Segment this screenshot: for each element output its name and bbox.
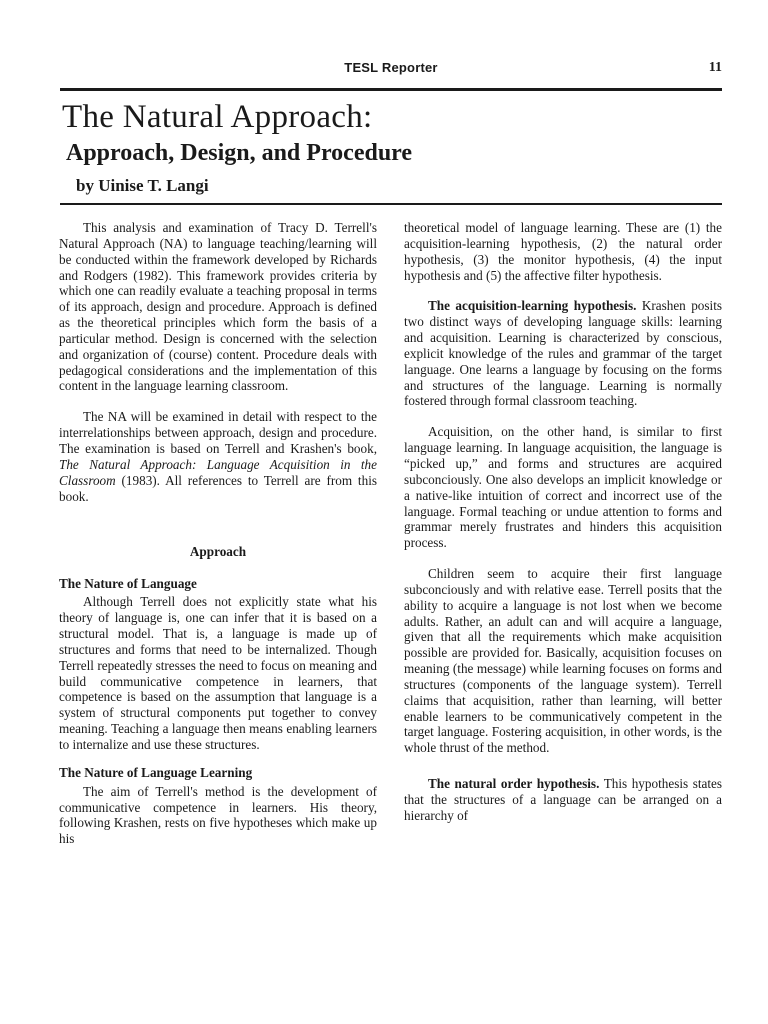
section-heading-approach: Approach (189, 544, 247, 560)
paragraph: Acquisition, on the other hand, is similar to first language learning. In language acquisition, the language is “picked up,” and forms and structures are acquired subconciously. One also develops an implicit knowledge or a native-like intuition of correct and incorrect use of the language. Formal teaching or undue attention to forms and grammar merely frustrates and hinders this acquisition process. (404, 424, 722, 551)
paragraph: Children seem to acquire their first language subconciously and with relative ease. Terrell posits that the ability to acquire a language is not lost when we become adults. Rather, an adult can and will acquire a language, given that all the requirements which make acquisition possible are provided for. Basically, acquisition focuses on meaning (the message) while learning focuses on forms and structures (components of the language system). Terrell claims that acquisition, rather than learning, will better enable learners to be communicatively competent in the target language. Fostering acquisition, in other words, is the whole thrust of the method. (404, 566, 722, 756)
running-head (60, 60, 722, 78)
left-column (59, 220, 377, 847)
paragraph: This analysis and examination of Tracy D. Terrell's Natural Approach (NA) to language teaching/learning will be conducted within the framework developed by Richards and Rodgers (1982). This framework provides criteria by which one can readily evaluate a teaching proposal in terms of its approach, design and procedure. Approach is defined as the theoretical principles which form the basis of a particular method. Design is concerned with the selection and organization of (course) content. Procedure deals with pedagogical considerations and the implementation of this content in the language learning classroom. (59, 220, 377, 394)
subheading-nature-of-language: The Nature of Language (59, 576, 197, 592)
page-number: 11 (708, 60, 722, 75)
paragraph: The NA will be examined in detail with respect to the interrelationships between approach, design and procedure. The examination is based on Terrell and Krashen's book, The Natural Approach: Language Acquisition in the Classroom (1983). All references to Terrell are from this book. (59, 409, 377, 504)
header-bottom-rule (60, 203, 722, 205)
journal-name: TESL Reporter (344, 60, 438, 75)
article-subtitle: Approach, Design, and Procedure (66, 140, 413, 166)
paragraph: The acquisition-learning hypothesis. Krashen posits two distinct ways of developing language skills: learning and acquisition. Learning is characterized by conscious, explicit knowledge of the rules and grammar of the target language. One learns a language by focusing on the forms and structures of the language. Learning is normally fostered through formal classroom teaching. (404, 298, 722, 409)
paragraph: theoretical model of language learning. These are (1) the acquisition-learning hypothesis, (2) the natural order hypothesis, (3) the monitor hypothesis, (4) the input hypothesis and (5) the affective filter hypothesis. (404, 220, 722, 283)
subheading-nature-of-language-learning: The Nature of Language Learning (59, 764, 253, 780)
inline-heading: The acquisition-learning hypothesis. (428, 298, 637, 314)
inline-heading: The natural order hypothesis. (428, 776, 600, 792)
right-column (404, 220, 722, 824)
paragraph: Although Terrell does not explicitly state what his theory of language is, one can infer that it is based on a structural model. That is, a language is made up of structures and forms that need to be internalized. Though Terrell repeatedly stresses the need to focus on meaning and build communicative competence in learners, that competence is based on the assumption that language is a system of structural components put together to convey meaning. Teaching a language then means enabling learners to internalize and use these structures. (59, 594, 377, 752)
paragraph: The aim of Terrell's method is the development of communicative competence in learners. His theory, following Krashen, rests on five hypotheses which make up his (59, 783, 377, 847)
article-byline: by Uinise T. Langi (76, 176, 209, 195)
book-title: The Natural Approach: Language Acquisition in the Classroom (59, 456, 377, 488)
article-title: The Natural Approach: (62, 99, 373, 135)
top-rule (60, 88, 722, 91)
paragraph: The natural order hypothesis. This hypothesis states that the structures of a language can be arranged on a hierarchy of (404, 776, 722, 823)
